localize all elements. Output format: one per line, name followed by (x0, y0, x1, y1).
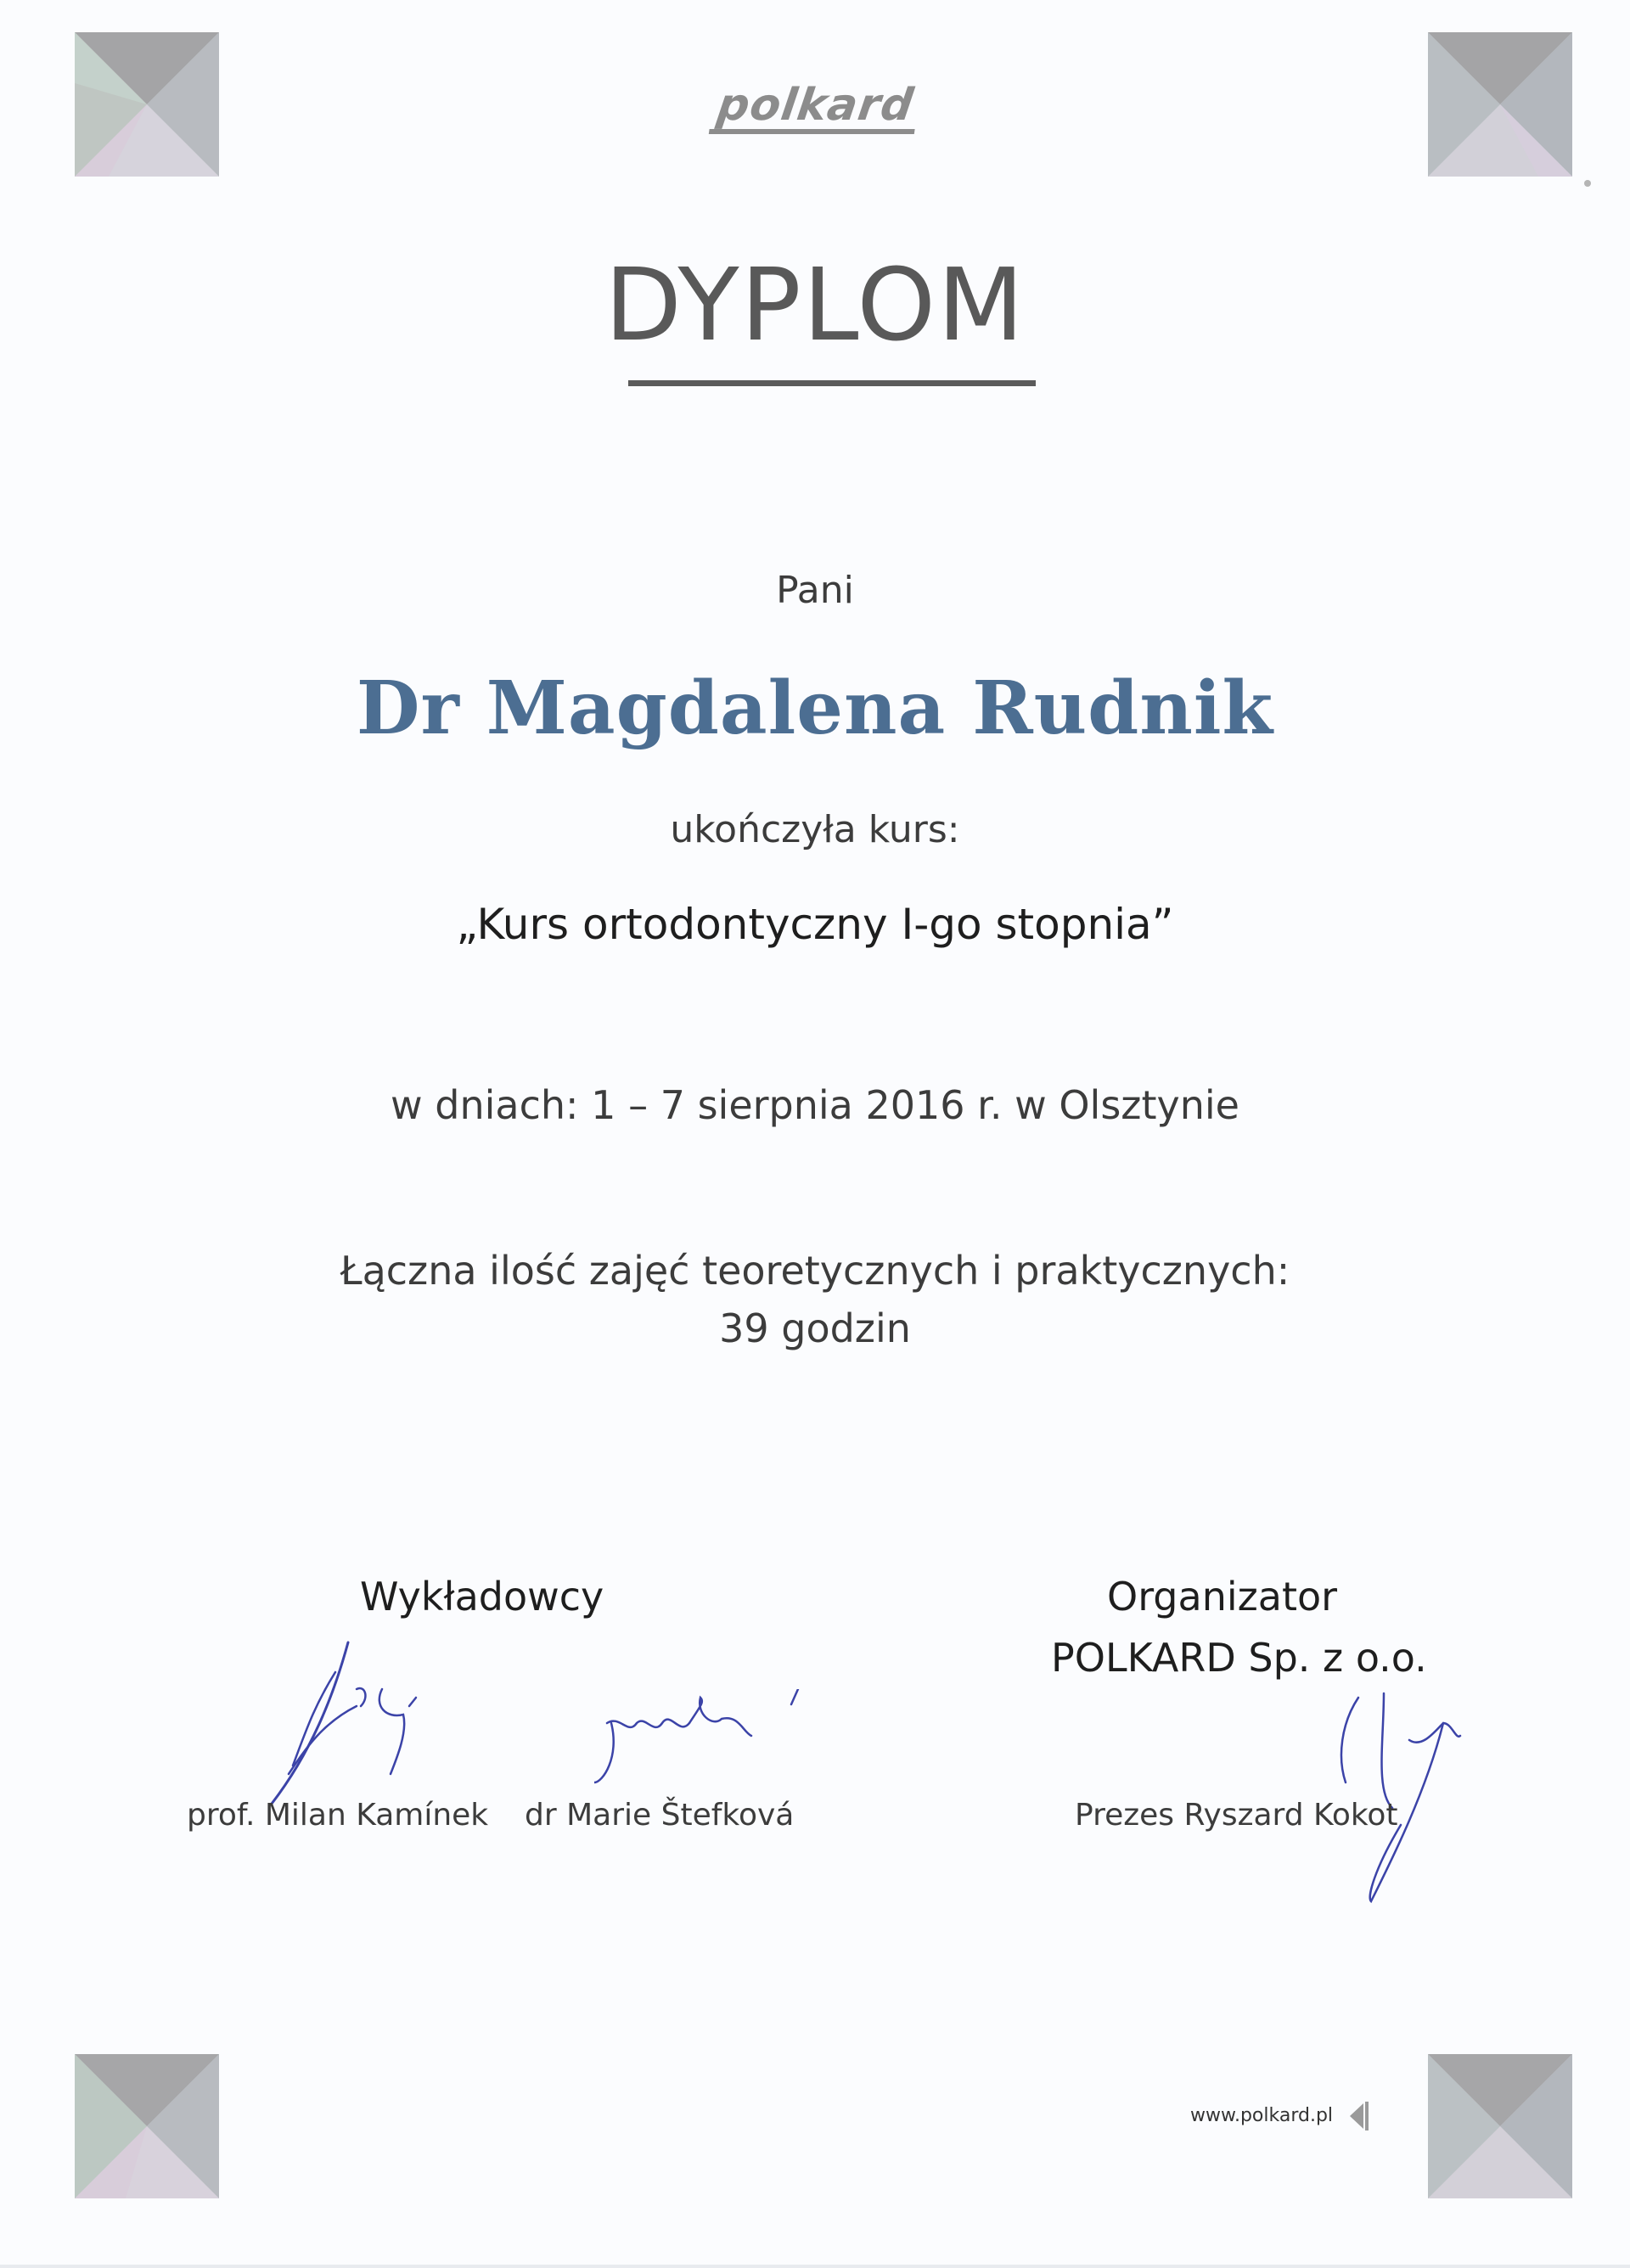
organizer-signatory: Prezes Ryszard Kokot (1075, 1798, 1398, 1833)
salutation: Pani (776, 569, 854, 612)
signature-stefkova (594, 1689, 815, 1791)
logo-text: polkard (709, 83, 922, 134)
speck (1584, 180, 1591, 187)
hours-value: 39 godzin (719, 1305, 911, 1351)
signature-kaminek (255, 1638, 475, 1808)
organizer-heading: Organizator (1107, 1574, 1338, 1620)
organizer-company: POLKARD Sp. z o.o. (1051, 1635, 1427, 1681)
lecturer-name: prof. Milan Kamínek (187, 1798, 489, 1833)
lecturer-name: dr Marie Štefková (525, 1798, 795, 1833)
diploma-title: DYPLOM (604, 246, 1026, 363)
hours-label: Łączna ilość zajęć teoretycznych i praktycznych: (340, 1248, 1290, 1294)
dates-line: w dniach: 1 – 7 sierpnia 2016 r. w Olsztynie (391, 1082, 1239, 1128)
website-url: www.polkard.pl (1190, 2105, 1334, 2126)
left-triangle-icon (1346, 2102, 1370, 2130)
polkard-logo (0, 80, 1630, 134)
title-underline (628, 380, 1036, 386)
recipient-name: Dr Magdalena Rudnik (356, 665, 1274, 751)
completed-label: ukończyła kurs: (670, 808, 960, 851)
corner-ornament-icon (1428, 2054, 1572, 2198)
lecturers-heading: Wykładowcy (360, 1574, 604, 1620)
corner-ornament-icon (75, 2054, 219, 2198)
course-title: „Kurs ortodontyczny I-go stopnia” (456, 900, 1174, 949)
